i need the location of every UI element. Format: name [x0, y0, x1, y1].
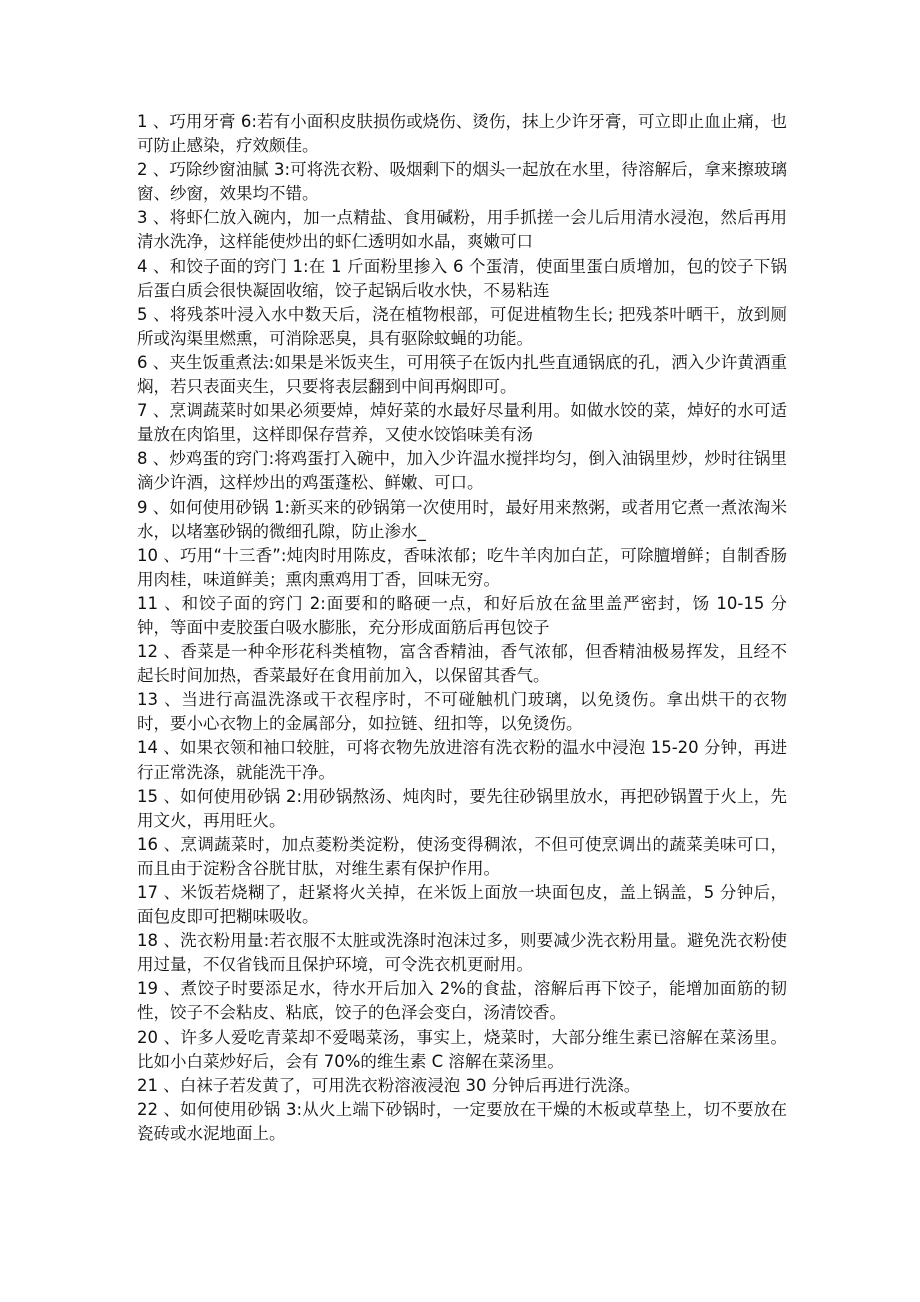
tip-item-3: 3 、将虾仁放入碗内，加一点精盐、食用碱粉，用手抓搓一会儿后用清水浸泡，然后再用清水洗净，这样能使炒出的虾仁透明如水晶，爽嫩可口 [137, 208, 787, 252]
tip-item-16: 16 、烹调蔬菜时，加点菱粉类淀粉，使汤变得稠浓，不但可使烹调出的蔬菜美味可口，而且由于淀粉含谷胱甘肽，对维生素有保护作用。 [137, 834, 787, 878]
tip-item-13: 13 、当进行高温洗涤或干衣程序时，不可碰触机门玻璃，以免烫伤。拿出烘干的衣物时，要小心衣物上的金属部分，如拉链、纽扣等，以免烫伤。 [137, 690, 787, 734]
tip-item-22: 22 、如何使用砂锅 3:从火上端下砂锅时，一定要放在干燥的木板或草垫上，切不要放在瓷砖或水泥地面上。 [137, 1099, 787, 1143]
tip-item-5: 5 、将残茶叶浸入水中数天后，浇在植物根部，可促进植物生长; 把残茶叶晒干，放到厕所或沟渠里燃熏，可消除恶臭，具有驱除蚊蝇的功能。 [137, 304, 787, 348]
tip-item-19: 19 、煮饺子时要添足水，待水开后加入 2%的食盐，溶解后再下饺子，能增加面筋的韧性，饺子不会粘皮、粘底，饺子的色泽会变白，汤清饺香。 [137, 979, 787, 1023]
tip-item-7: 7 、烹调蔬菜时如果必须要焯，焯好菜的水最好尽量利用。如做水饺的菜，焯好的水可适量放在肉馅里，这样即保存营养，又使水饺馅味美有汤 [137, 401, 787, 445]
tip-item-8: 8 、炒鸡蛋的窍门:将鸡蛋打入碗中，加入少许温水搅拌均匀，倒入油锅里炒，炒时往锅里滴少许酒，这样炒出的鸡蛋蓬松、鲜嫩、可口。 [137, 449, 787, 493]
tip-item-9: 9 、如何使用砂锅 1:新买来的砂锅第一次使用时，最好用来熬粥，或者用它煮一煮浓淘米水，以堵塞砂锅的微细孔隙，防止渗水_ [137, 497, 787, 541]
document-body [137, 110, 787, 1146]
tip-item-6: 6 、夹生饭重煮法:如果是米饭夹生，可用筷子在饭内扎些直通锅底的孔，洒入少许黄酒重焖，若只表面夹生，只要将表层翻到中间再焖即可。 [137, 352, 787, 397]
tip-item-11: 11 、和饺子面的窍门 2:面要和的略硬一点，和好后放在盆里盖严密封，饧 10-15 分钟，等面中麦胶蛋白吸水膨胀，充分形成面筋后再包饺子 [137, 593, 787, 637]
tip-item-21: 21 、白袜子若发黄了，可用洗衣粉溶液浸泡 30 分钟后再进行洗涤。 [137, 1075, 641, 1095]
tip-item-2: 2 、巧除纱窗油腻 3:可将洗衣粉、吸烟剩下的烟头一起放在水里，待溶解后，拿来擦玻璃窗、纱窗，效果均不错。 [137, 160, 787, 204]
tip-item-18: 18 、洗衣粉用量:若衣服不太脏或洗涤时泡沫过多，则要减少洗衣粉用量。避免洗衣粉使用过量，不仅省钱而且保护环境，可令洗衣机更耐用。 [137, 931, 787, 975]
tip-item-4: 4 、和饺子面的窍门 1:在 1 斤面粉里掺入 6 个蛋清，使面里蛋白质增加，包的饺子下锅后蛋白质会很快凝固收缩，饺子起锅后收水快，不易粘连 [137, 256, 787, 300]
tip-item-14: 14 、如果衣领和袖口较脏，可将衣物先放进溶有洗衣粉的温水中浸泡 15-20 分钟，再进行正常洗涤，就能洗干净。 [137, 738, 787, 782]
tip-item-10: 10 、巧用“十三香”:炖肉时用陈皮，香味浓郁；吃牛羊肉加白芷，可除膻增鲜；自制香肠用肉桂，味道鲜美；熏肉熏鸡用丁香，回味无穷。 [137, 545, 787, 589]
tip-item-20: 20 、许多人爱吃青菜却不爱喝菜汤，事实上，烧菜时，大部分维生素已溶解在菜汤里。比如小白菜炒好后，会有 70%的维生素 C 溶解在菜汤里。 [137, 1027, 787, 1071]
tip-item-12: 12 、香菜是一种伞形花科类植物，富含香精油，香气浓郁，但香精油极易挥发，且经不起长时间加热，香菜最好在食用前加入，以保留其香气。 [137, 642, 787, 686]
tip-item-17: 17 、米饭若烧糊了，赶紧将火关掉，在米饭上面放一块面包皮，盖上锅盖，5 分钟后，面包皮即可把糊味吸收。 [137, 883, 787, 927]
tip-item-1: 1 、巧用牙膏 6:若有小面积皮肤损伤或烧伤、烫伤，抹上少许牙膏，可立即止血止痛，也可防止感染，疗效颇佳。 [137, 112, 787, 156]
tip-item-15: 15 、如何使用砂锅 2:用砂锅熬汤、炖肉时，要先往砂锅里放水，再把砂锅置于火上，先用文火，再用旺火。 [137, 786, 787, 830]
